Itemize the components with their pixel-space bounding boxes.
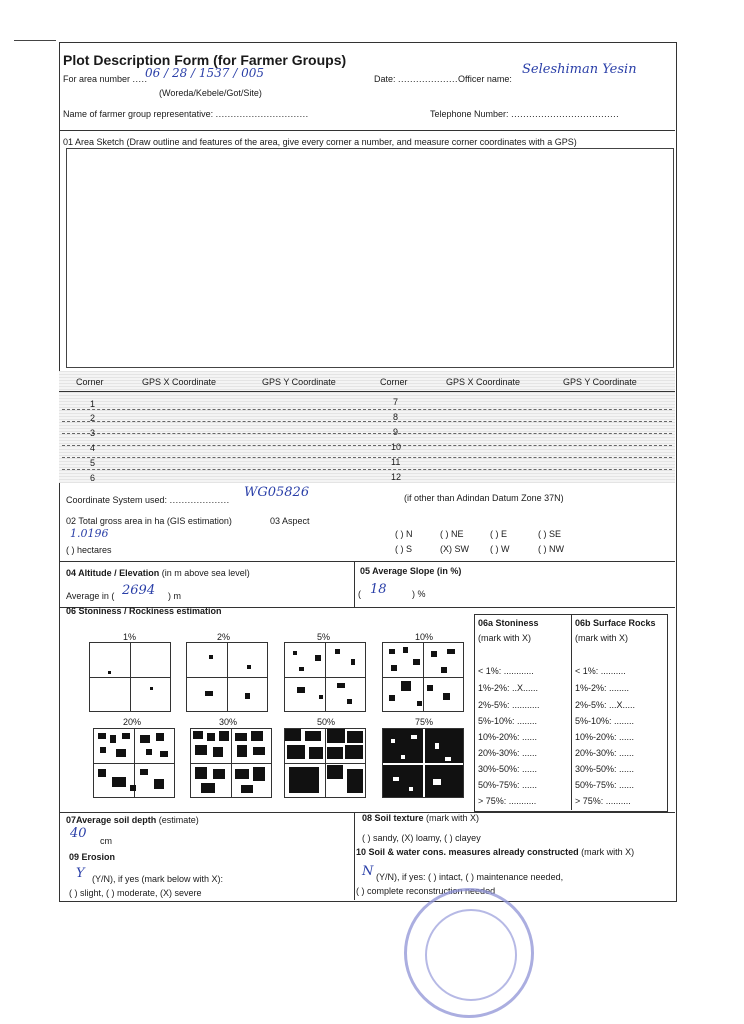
stoniness-option[interactable]: 30%-50%: ......	[478, 764, 538, 774]
surface-rocks-option[interactable]: 2%-5%: ...X.....	[575, 700, 636, 710]
official-stamp	[404, 888, 534, 1018]
stoniness-pattern-5pct	[284, 642, 366, 712]
pattern-label: 1%	[123, 632, 137, 642]
slope-unit: ) %	[412, 589, 426, 599]
divider	[59, 561, 675, 562]
col-y-right: GPS Y Coordinate	[563, 377, 637, 387]
sketch-label: 01 Area Sketch (Draw outline and features of the area, give every corner a number, and measure corner coordinates with a GPS)	[63, 137, 577, 147]
surface-rocks-option[interactable]: 10%-20%: ......	[575, 732, 635, 742]
stoniness-option[interactable]: 20%-30%: ......	[478, 748, 538, 758]
conservation-label: 10 Soil & water cons. measures already constructed (mark with X)	[356, 847, 635, 857]
stoniness-pattern-30pct	[190, 728, 272, 798]
corner-number: 9	[393, 427, 399, 437]
surface-rocks-option[interactable]: > 75%: ..........	[575, 796, 631, 806]
stoniness-pattern-50pct	[284, 728, 366, 798]
altitude-label: 04 Altitude / Elevation (in m above sea level)	[66, 568, 250, 578]
pattern-label: 75%	[415, 717, 434, 727]
corner-number: 8	[393, 412, 399, 422]
date-field[interactable]: Date: ....................	[374, 74, 459, 84]
corner-number: 1	[90, 399, 96, 409]
pattern-label: 5%	[317, 632, 331, 642]
erosion-yn-value[interactable]: Y	[76, 866, 85, 881]
aspect-se[interactable]: ( ) SE	[538, 529, 562, 539]
stoniness-pattern-1pct	[89, 642, 171, 712]
conservation-yn-value[interactable]: N	[362, 864, 374, 879]
col-corner-right: Corner	[380, 377, 408, 387]
aspect-s[interactable]: ( ) S	[395, 544, 412, 554]
surface-rocks-col-sub: (mark with X)	[575, 633, 629, 643]
col-y-left: GPS Y Coordinate	[262, 377, 336, 387]
surface-rocks-option[interactable]: 5%-10%: ........	[575, 716, 635, 726]
aspect-n[interactable]: ( ) N	[395, 529, 413, 539]
stoniness-option[interactable]: 2%-5%: ...........	[478, 700, 540, 710]
stoniness-pattern-75pct	[382, 728, 464, 798]
telephone-field[interactable]: Telephone Number: ....................................	[430, 109, 620, 119]
conservation-yn-text: (Y/N), if yes: ( ) intact, ( ) maintenance needed,	[376, 872, 564, 882]
corner-number: 10	[391, 442, 402, 452]
divider	[571, 614, 572, 810]
stoniness-col-title: 06a Stoniness	[478, 618, 539, 628]
stoniness-option[interactable]: 50%-75%: ......	[478, 780, 538, 790]
erosion-label: 09 Erosion	[69, 852, 116, 862]
altitude-average-label: Average in (	[66, 591, 115, 601]
slope-paren: (	[358, 589, 361, 599]
corner-number: 7	[393, 397, 399, 407]
hectares-label: ( ) hectares	[66, 545, 112, 555]
pattern-label: 30%	[219, 717, 238, 727]
pattern-label: 2%	[217, 632, 231, 642]
surface-rocks-option[interactable]: 1%-2%: ........	[575, 683, 630, 693]
stoniness-pattern-2pct	[186, 642, 268, 712]
stoniness-label: 06 Stoniness / Rockiness estimation	[66, 606, 222, 616]
corner-number: 3	[90, 428, 96, 438]
soil-texture-label: 08 Soil texture (mark with X)	[362, 813, 480, 823]
surface-rocks-col-title: 06b Surface Rocks	[575, 618, 656, 628]
area-number-hint: (Woreda/Kebele/Got/Site)	[159, 88, 262, 98]
stoniness-option[interactable]: 1%-2%: ..X......	[478, 683, 539, 693]
officer-name-value[interactable]: Seleshiman Yesin	[522, 62, 637, 77]
aspect-nw[interactable]: ( ) NW	[538, 544, 564, 554]
aspect-e[interactable]: ( ) E	[490, 529, 507, 539]
conservation-options-line2[interactable]: ( ) complete reconstruction needed	[356, 886, 496, 896]
divider	[354, 561, 355, 607]
soil-depth-label: 07Average soil depth (estimate)	[66, 815, 199, 825]
area-number-value[interactable]: 06 / 28 / 1537 / 005	[145, 66, 264, 80]
total-area-label: 02 Total gross area in ha (GIS estimation)	[66, 516, 232, 526]
stoniness-col-sub: (mark with X)	[478, 633, 532, 643]
stoniness-pattern-10pct	[382, 642, 464, 712]
col-x-right: GPS X Coordinate	[446, 377, 521, 387]
aspect-sw[interactable]: (X) SW	[440, 544, 469, 554]
divider	[59, 130, 675, 131]
form-title: Plot Description Form (for Farmer Groups)	[63, 52, 347, 68]
area-number-label: For area number .....	[63, 74, 148, 84]
corner-mark	[14, 40, 56, 41]
soil-depth-unit: cm	[100, 836, 112, 846]
pattern-label: 10%	[415, 632, 434, 642]
col-corner-left: Corner	[76, 377, 104, 387]
col-x-left: GPS X Coordinate	[142, 377, 217, 387]
corner-number: 6	[90, 473, 96, 483]
aspect-ne[interactable]: ( ) NE	[440, 529, 464, 539]
stoniness-option[interactable]: > 75%: ...........	[478, 796, 537, 806]
soil-texture-options[interactable]: ( ) sandy, (X) loamy, ( ) clayey	[362, 833, 481, 843]
corner-number: 5	[90, 458, 96, 468]
surface-rocks-option[interactable]: 20%-30%: ......	[575, 748, 635, 758]
pattern-label: 50%	[317, 717, 336, 727]
corner-number: 2	[90, 413, 96, 423]
slope-value[interactable]: 18	[370, 582, 387, 597]
officer-label: Officer name:	[458, 74, 512, 84]
aspect-label: 03 Aspect	[270, 516, 310, 526]
erosion-yn-text: (Y/N), if yes (mark below with X):	[92, 874, 224, 884]
divider	[354, 812, 355, 900]
slope-label: 05 Average Slope (in %)	[360, 566, 462, 576]
area-sketch-box[interactable]	[66, 148, 674, 368]
corner-number: 11	[391, 457, 401, 467]
surface-rocks-option[interactable]: 30%-50%: ......	[575, 764, 635, 774]
stoniness-option[interactable]: 5%-10%: ........	[478, 716, 538, 726]
stoniness-option[interactable]: < 1%: ............	[478, 666, 534, 676]
altitude-value[interactable]: 2694	[122, 583, 156, 598]
erosion-options[interactable]: ( ) slight, ( ) moderate, (X) severe	[69, 888, 202, 898]
total-area-value[interactable]: 1.0196	[70, 527, 109, 540]
gps-header-divider	[59, 391, 675, 392]
representative-field[interactable]: Name of farmer group representative: ...............................	[63, 109, 309, 119]
altitude-unit: ) m	[168, 591, 181, 601]
stoniness-pattern-20pct	[93, 728, 175, 798]
soil-depth-value[interactable]: 40	[70, 826, 87, 841]
coordinate-system-value[interactable]: WG05826	[244, 485, 310, 500]
gps-row[interactable]	[62, 457, 672, 470]
surface-rocks-option[interactable]: < 1%: ..........	[575, 666, 626, 676]
pattern-label: 20%	[123, 717, 142, 727]
corner-number: 4	[90, 443, 96, 453]
stoniness-option[interactable]: 10%-20%: ......	[478, 732, 538, 742]
corner-number: 12	[391, 472, 402, 482]
coordinate-system-label: Coordinate System used: ....................	[66, 495, 230, 505]
aspect-w[interactable]: ( ) W	[490, 544, 510, 554]
coordinate-system-note: (if other than Adindan Datum Zone 37N)	[404, 493, 564, 503]
surface-rocks-option[interactable]: 50%-75%: ......	[575, 780, 635, 790]
